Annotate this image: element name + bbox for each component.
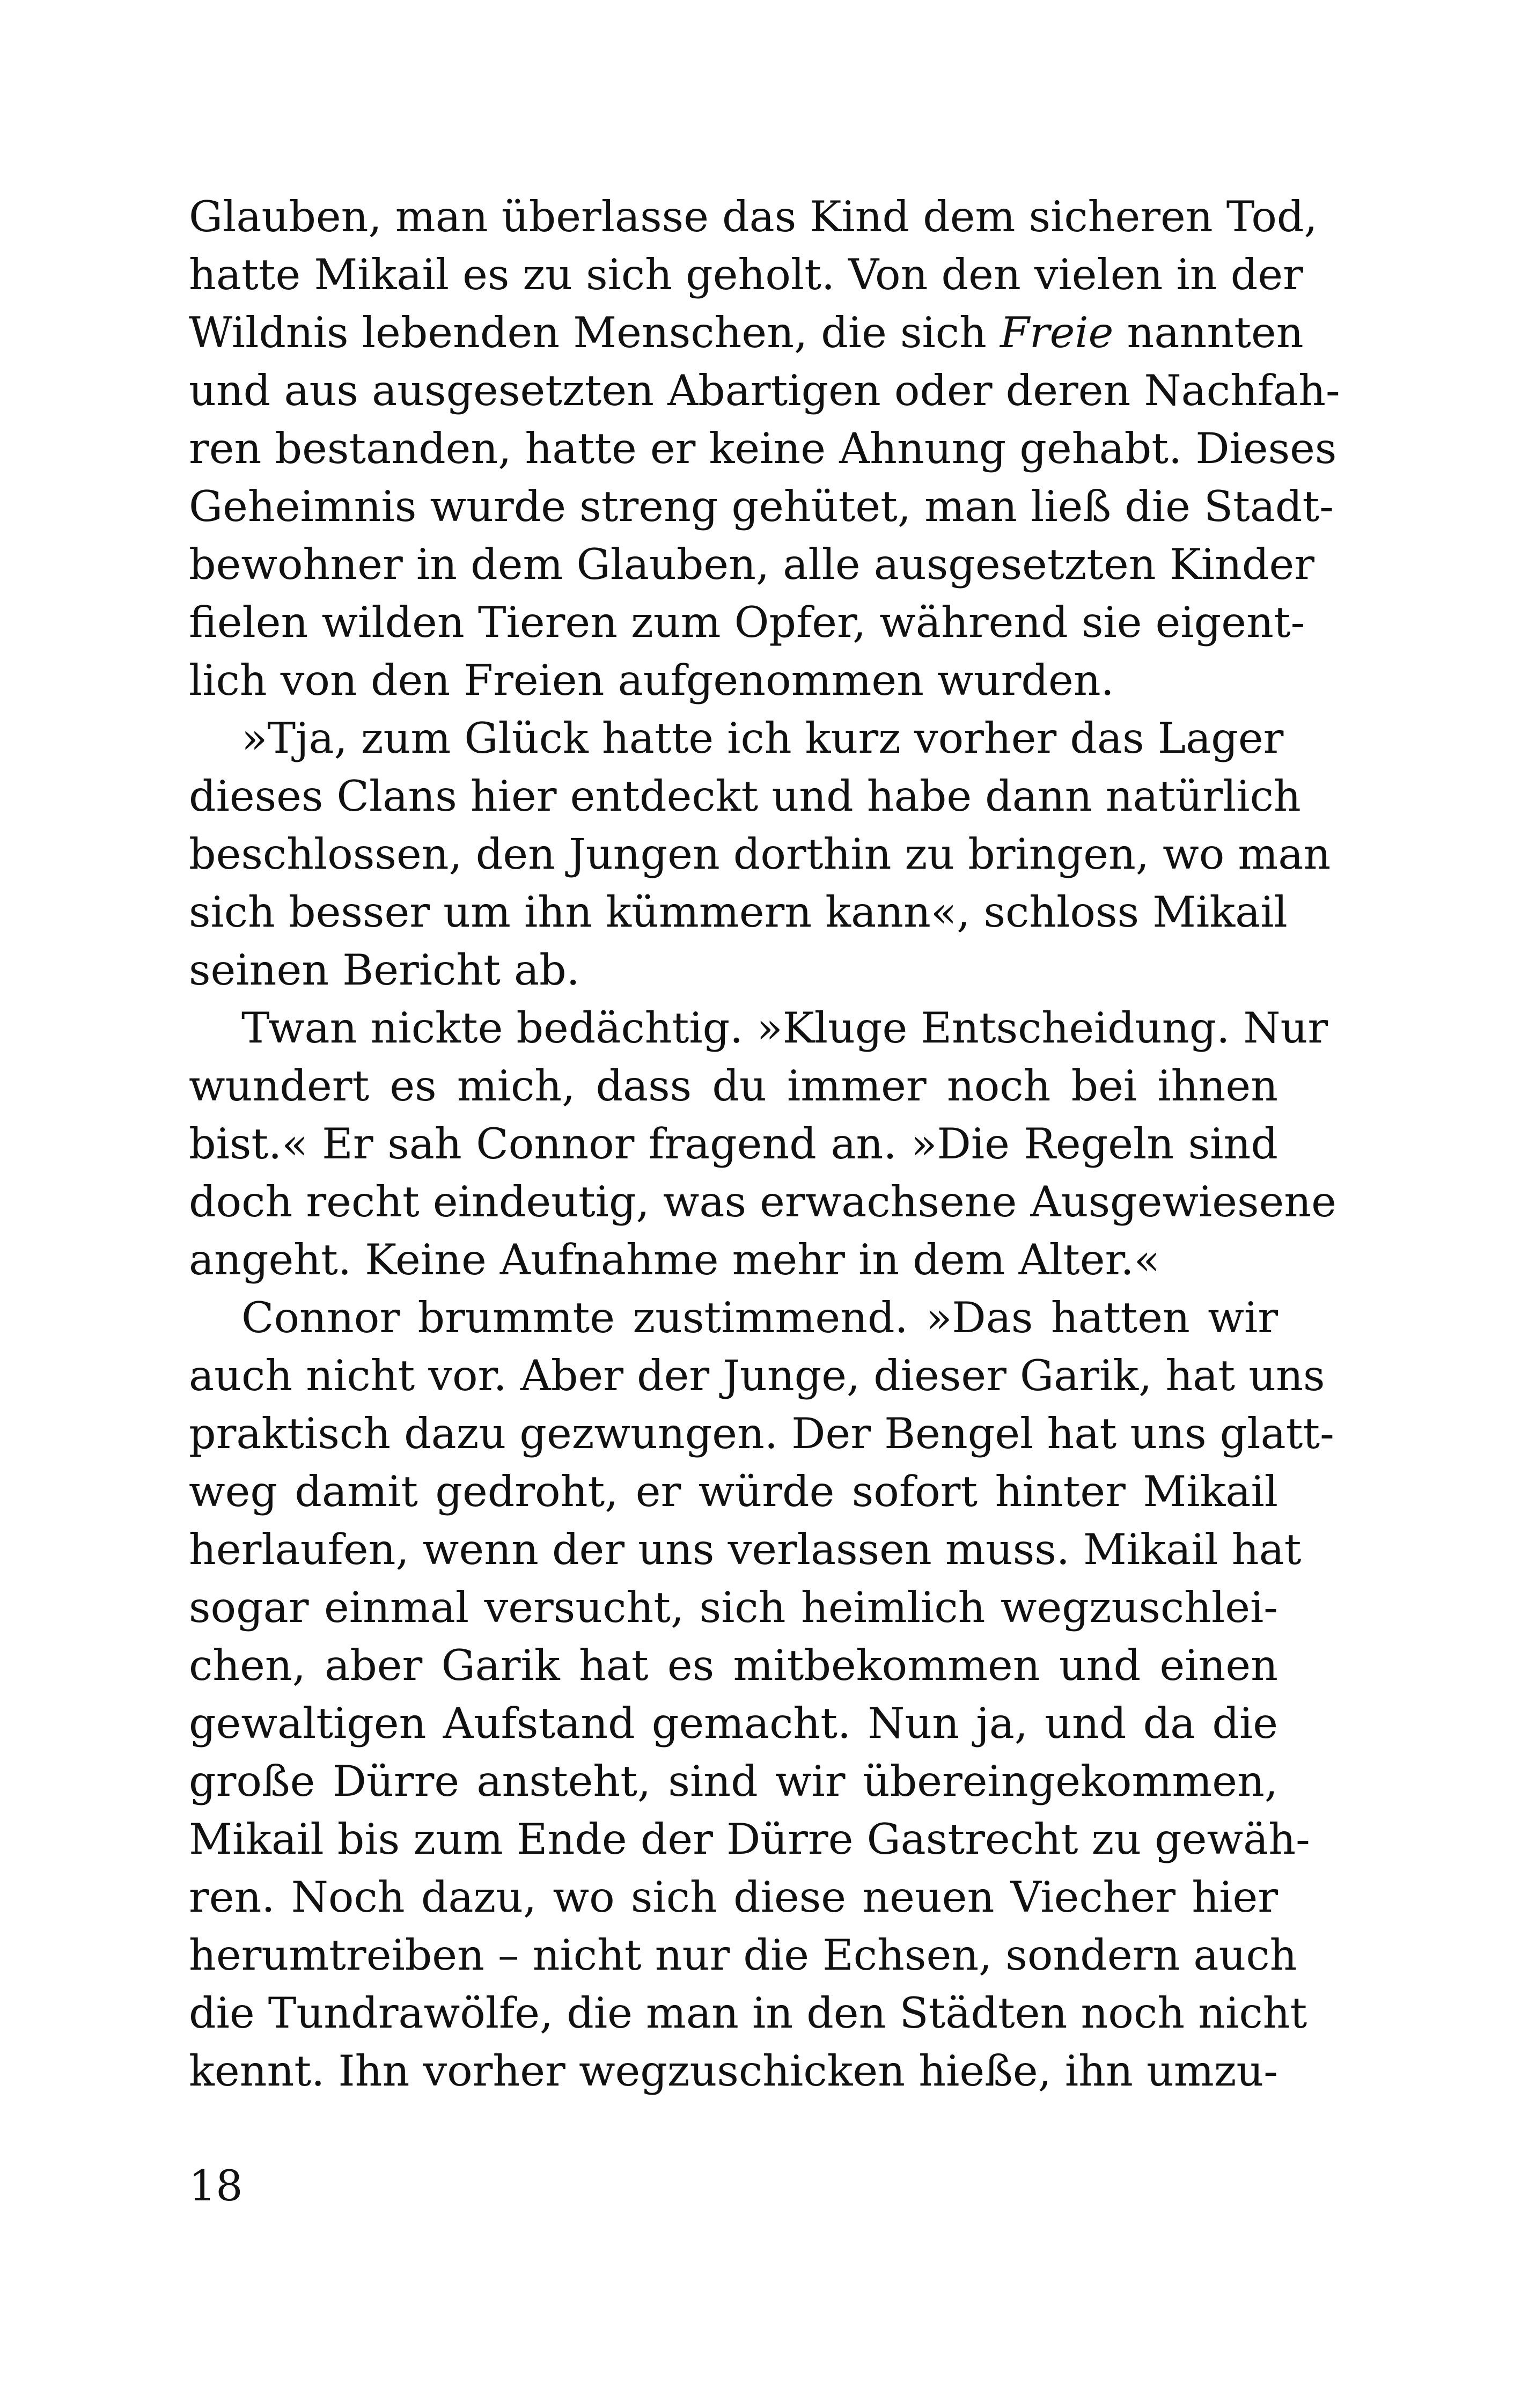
text-line: hatte Mikail es zu sich geholt. Von den vielen in der xyxy=(189,250,1303,299)
text-line: weg damit gedroht, er würde sofort hinter Mikail xyxy=(189,1467,1278,1516)
text-line xyxy=(189,304,1304,362)
text-line: ren. Noch dazu, wo sich diese neuen Viecher hier xyxy=(189,1873,1278,1922)
text-line: und aus ausgesetzten Abartigen oder deren Nachfah- xyxy=(189,366,1340,415)
text-line: kennt. Ihn vorher wegzuschicken hieße, ihn umzu- xyxy=(189,2046,1278,2096)
text-line: fielen wilden Tieren zum Opfer, während sie eigent- xyxy=(189,598,1305,647)
text-line: beschlossen, den Jungen dorthin zu bringen, wo man xyxy=(189,829,1331,879)
text-line: ren bestanden, hatte er keine Ahnung gehabt. Dieses xyxy=(189,424,1337,473)
text-line: Twan nickte bedächtig. »Kluge Entscheidung. Nur xyxy=(241,1003,1328,1053)
text-span: nannten xyxy=(1113,308,1304,357)
text-line: sich besser um ihn kümmern kann«, schloss Mikail xyxy=(189,887,1288,937)
text-line: gewaltigen Aufstand gemacht. Nun ja, und da die xyxy=(189,1699,1278,1748)
text-line: bewohner in dem Glauben, alle ausgesetzten Kinder xyxy=(189,540,1315,589)
page-number: 18 xyxy=(189,2161,243,2211)
text-line: Glauben, man überlasse das Kind dem sicheren Tod, xyxy=(189,192,1318,241)
text-line: chen, aber Garik hat es mitbekommen und einen xyxy=(189,1641,1278,1690)
italic-term: Freie xyxy=(1000,308,1114,357)
text-line: große Dürre ansteht, sind wir übereingekommen, xyxy=(189,1757,1278,1806)
text-line: praktisch dazu gezwungen. Der Bengel hat uns glatt- xyxy=(189,1409,1334,1458)
text-line: herlaufen, wenn der uns verlassen muss. Mikail hat xyxy=(189,1525,1302,1574)
text-line: Connor brummte zustimmend. »Das hatten wir xyxy=(241,1293,1278,1342)
text-line: seinen Bericht ab. xyxy=(189,945,580,995)
text-line: bist.« Er sah Connor fragend an. »Die Regeln sind xyxy=(189,1119,1278,1169)
text-line: lich von den Freien aufgenommen wurden. xyxy=(189,656,1114,705)
text-line: sogar einmal versucht, sich heimlich wegzuschlei- xyxy=(189,1583,1278,1632)
text-line: herumtreiben – nicht nur die Echsen, sondern auch xyxy=(189,1930,1297,1980)
text-line: doch recht eindeutig, was erwachsene Ausgewiesene xyxy=(189,1177,1336,1227)
body-text xyxy=(189,188,1340,2100)
text-line: angeht. Keine Aufnahme mehr in dem Alter.« xyxy=(189,1235,1160,1284)
text-line: die Tundrawölfe, die man in den Städten noch nicht xyxy=(189,1988,1307,2038)
text-line: Mikail bis zum Ende der Dürre Gastrecht zu gewäh- xyxy=(189,1815,1310,1864)
text-line: Geheimnis wurde streng gehütet, man ließ die Stadt- xyxy=(189,482,1334,531)
text-span: Wildnis lebenden Menschen, die sich xyxy=(189,308,1001,357)
text-line: wundert es mich, dass du immer noch bei ihnen xyxy=(189,1061,1278,1111)
text-line: dieses Clans hier entdeckt und habe dann natürlich xyxy=(189,772,1301,821)
text-line: auch nicht vor. Aber der Junge, dieser Garik, hat uns xyxy=(189,1351,1325,1400)
text-line: »Tja, zum Glück hatte ich kurz vorher das Lager xyxy=(241,714,1284,763)
